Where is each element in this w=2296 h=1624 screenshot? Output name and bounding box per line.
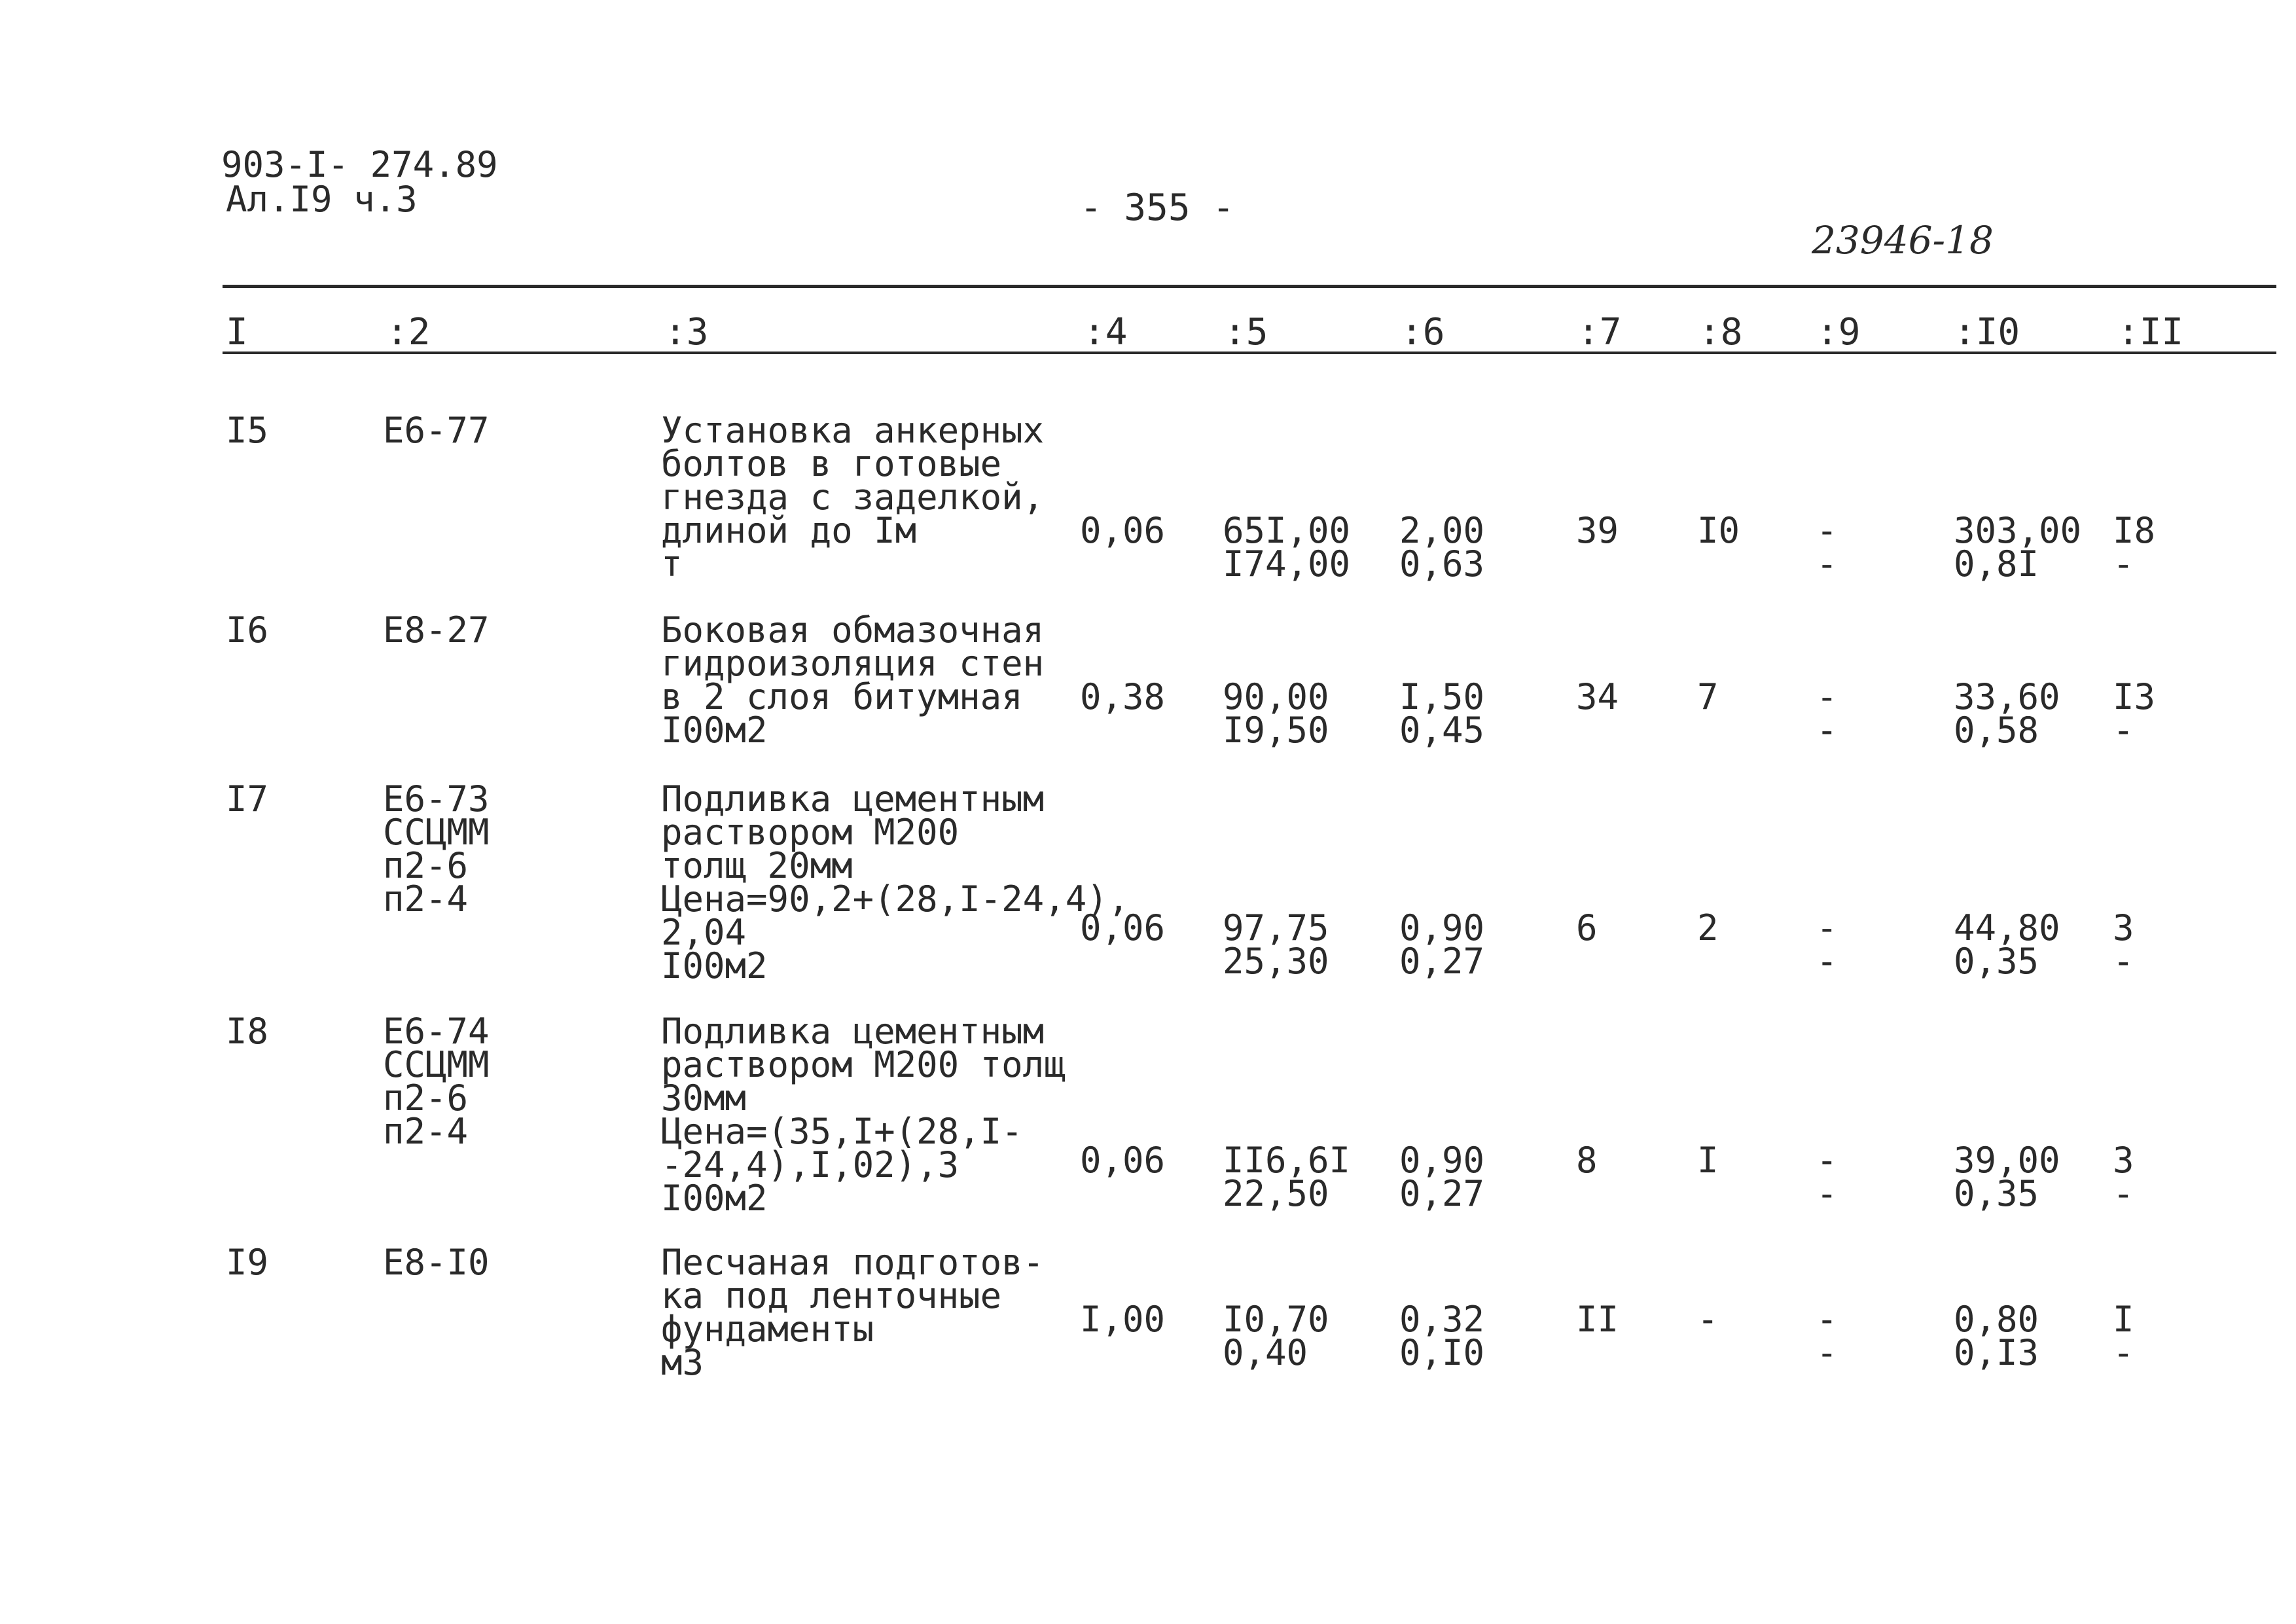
price-code: E6-73 ССЦММ п2-6 п2-4 xyxy=(383,778,490,920)
work-description: Установка анкерных болтов в готовые гнезда с заделкой, длиной до Iм т xyxy=(661,410,1045,585)
col7-value: 6 xyxy=(1576,907,1598,948)
row-number: I5 xyxy=(226,410,269,451)
top-rule xyxy=(223,285,2276,288)
price-code: E8-I0 xyxy=(383,1242,490,1283)
column-header: :8 xyxy=(1698,311,1743,353)
quantity: 0,06 xyxy=(1080,510,1166,551)
row-number: I6 xyxy=(226,609,269,651)
col10-values: 0,80 0,I3 xyxy=(1954,1299,2039,1373)
col9-values: - - xyxy=(1816,1299,1838,1373)
column-header: :4 xyxy=(1083,311,1128,353)
col8-value: I0 xyxy=(1697,510,1740,551)
row-number: I8 xyxy=(226,1011,269,1052)
col9-values: - - xyxy=(1816,1140,1838,1214)
work-description: Подливка цементным раствором М200 толщ 30мм Цена=(35,I+(28,I- -24,4),I,02),3 I00м2 xyxy=(661,1011,1066,1219)
col11-values: 3 - xyxy=(2113,1140,2134,1214)
row-number: I7 xyxy=(226,778,269,820)
col5-values: 97,75 25,30 xyxy=(1223,907,1329,982)
col5-values: I0,70 0,40 xyxy=(1223,1299,1329,1373)
col5-values: II6,6I 22,50 xyxy=(1223,1140,1351,1214)
col11-values: 3 - xyxy=(2113,907,2134,982)
quantity: 0,38 xyxy=(1080,676,1166,717)
col6-values: 2,00 0,63 xyxy=(1399,510,1485,585)
col6-values: 0,90 0,27 xyxy=(1399,907,1485,982)
col7-value: 39 xyxy=(1576,510,1619,551)
col11-values: I8 - xyxy=(2113,510,2156,585)
col8-value: 2 xyxy=(1697,907,1719,948)
column-header: I xyxy=(226,311,248,353)
row-number: I9 xyxy=(226,1242,269,1283)
document-code: 903-I- 274.89 xyxy=(221,144,498,185)
quantity: 0,06 xyxy=(1080,1140,1166,1181)
col10-values: 44,80 0,35 xyxy=(1954,907,2060,982)
column-header: :5 xyxy=(1224,311,1268,353)
col8-value: I xyxy=(1697,1140,1719,1181)
col7-value: 34 xyxy=(1576,676,1619,717)
column-header: :I0 xyxy=(1954,311,2020,353)
album-label: Ал.I9 ч.3 xyxy=(226,179,418,220)
column-header: :2 xyxy=(386,311,431,353)
price-code: E8-27 xyxy=(383,609,490,651)
column-header: :6 xyxy=(1401,311,1445,353)
col5-values: 65I,00 I74,00 xyxy=(1223,510,1351,585)
col9-values: - - xyxy=(1816,907,1838,982)
col10-values: 303,00 0,8I xyxy=(1954,510,2082,585)
inventory-stamp: 23946-18 xyxy=(1812,218,1994,262)
price-code: E6-74 ССЦММ п2-6 п2-4 xyxy=(383,1011,490,1152)
col6-values: 0,90 0,27 xyxy=(1399,1140,1485,1214)
col5-values: 90,00 I9,50 xyxy=(1223,676,1329,751)
column-header: :3 xyxy=(664,311,709,353)
col8-value: 7 xyxy=(1697,676,1719,717)
work-description: Подливка цементным раствором М200 толщ 20мм Цена=90,2+(28,I-24,4), 2,04 I00м2 xyxy=(661,778,1130,986)
col6-values: I,50 0,45 xyxy=(1399,676,1485,751)
col11-values: I - xyxy=(2113,1299,2134,1373)
column-header: :II xyxy=(2117,311,2184,353)
quantity: 0,06 xyxy=(1080,907,1166,948)
col10-values: 33,60 0,58 xyxy=(1954,676,2060,751)
work-description: Песчаная подготов- ка под ленточные фундаменты м3 xyxy=(661,1242,1045,1383)
col11-values: I3 - xyxy=(2113,676,2156,751)
column-header: :9 xyxy=(1816,311,1861,353)
col6-values: 0,32 0,I0 xyxy=(1399,1299,1485,1373)
col7-value: 8 xyxy=(1576,1140,1598,1181)
col9-values: - - xyxy=(1816,510,1838,585)
col9-values: - - xyxy=(1816,676,1838,751)
col8-value: - xyxy=(1697,1299,1719,1340)
price-code: E6-77 xyxy=(383,410,490,451)
work-description: Боковая обмазочная гидроизоляция стен в 2 слоя битумная I00м2 xyxy=(661,609,1045,751)
col7-value: II xyxy=(1576,1299,1619,1340)
quantity: I,00 xyxy=(1080,1299,1166,1340)
page-number: - 355 - xyxy=(1080,187,1235,229)
column-header: :7 xyxy=(1577,311,1622,353)
col10-values: 39,00 0,35 xyxy=(1954,1140,2060,1214)
